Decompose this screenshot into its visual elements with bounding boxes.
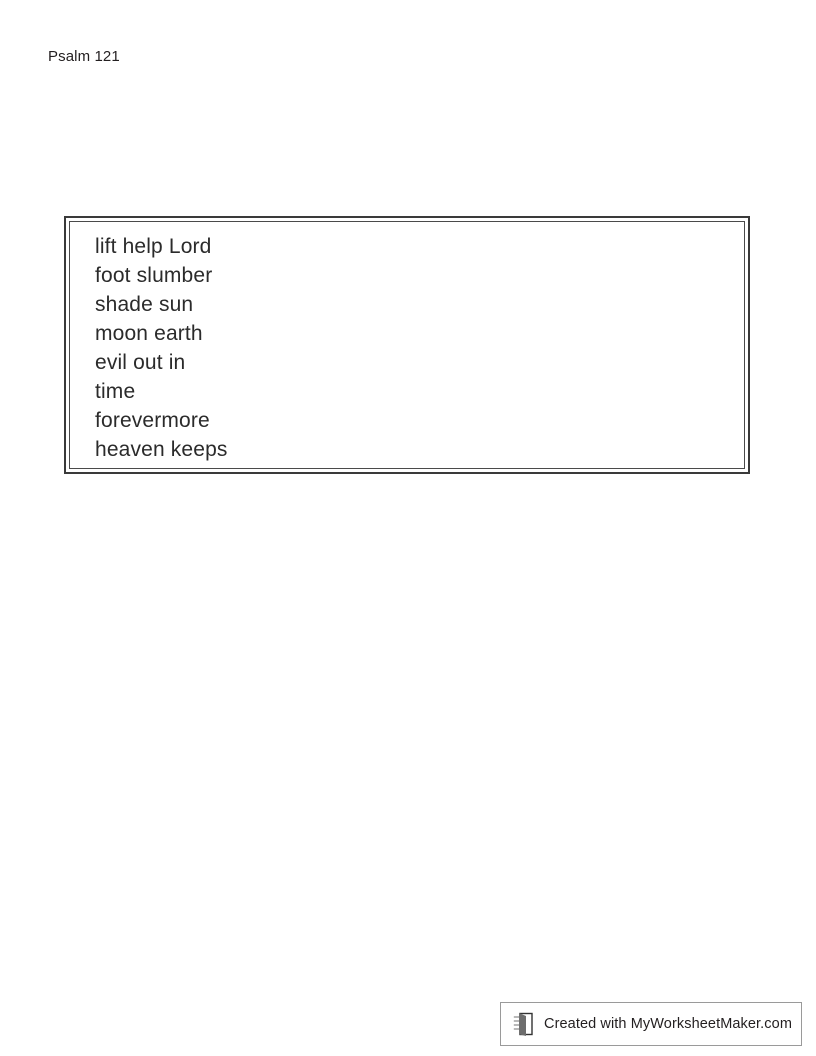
- book-icon: [513, 1012, 535, 1036]
- created-with-badge: [500, 1002, 802, 1046]
- list-item: time: [95, 380, 136, 403]
- list-item: shade sun: [95, 293, 194, 316]
- list-item: lift help Lord: [95, 235, 212, 258]
- list-item: forevermore: [95, 409, 210, 432]
- word-bank-list: [95, 232, 734, 462]
- word-bank-inner-border: [69, 221, 745, 469]
- list-item: evil out in: [95, 351, 186, 374]
- list-item: heaven keeps: [95, 438, 228, 461]
- list-item: moon earth: [95, 322, 203, 345]
- list-item: foot slumber: [95, 264, 213, 287]
- page-title: Psalm 121: [48, 48, 120, 65]
- created-with-label: Created with MyWorksheetMaker.com: [544, 1016, 793, 1032]
- word-bank-box: [64, 216, 750, 474]
